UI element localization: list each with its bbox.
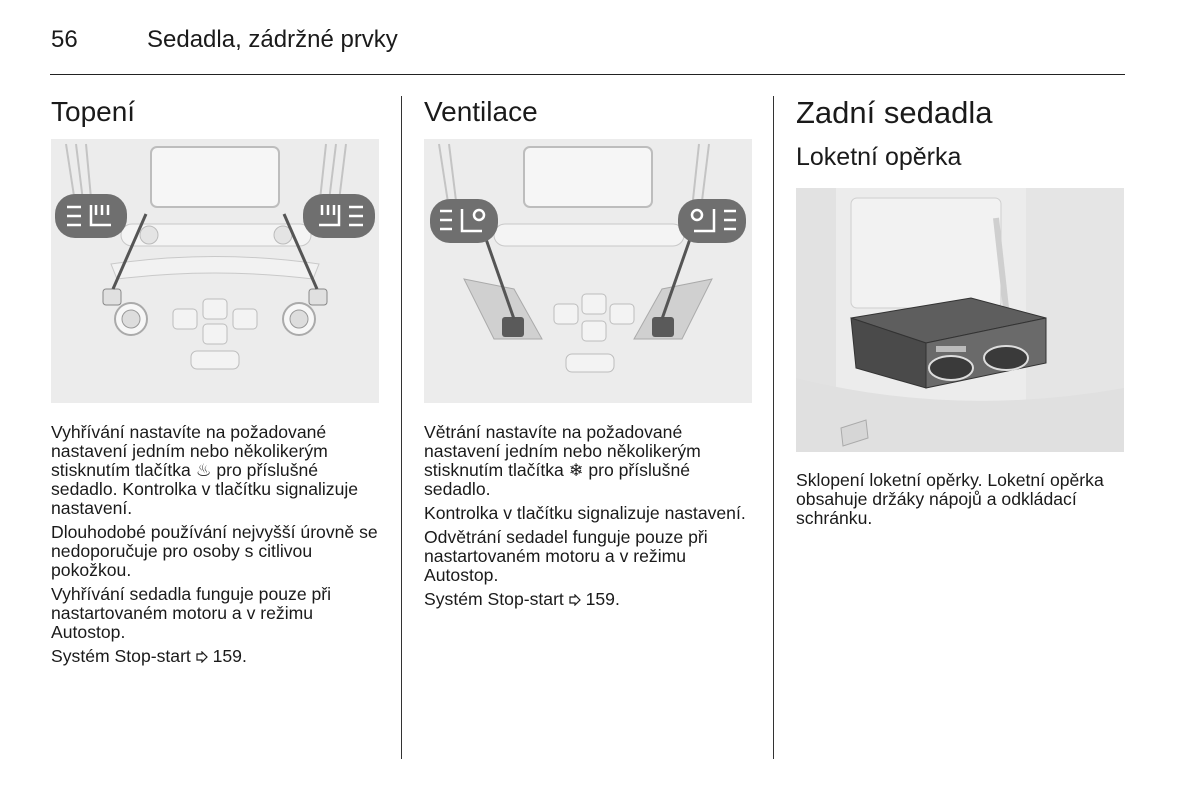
heating-paragraph-2: Dlouhodobé používání nejvyšší úrovně se nedoporučuje pro osoby s citlivou pokožkou. — [51, 522, 378, 580]
section-title: Sedadla, zádržné prvky — [147, 26, 398, 53]
armrest-paragraph-1: Sklopení loketní opěrky. Loketní opěrka obsahuje držáky nápojů a odkládací schránku. — [796, 470, 1104, 528]
heading-rear-seats: Zadní sedadla — [796, 95, 993, 130]
heating-crossref[interactable] — [51, 647, 381, 666]
heading-armrest: Loketní opěrka — [796, 143, 962, 171]
ref-arrow-icon — [196, 651, 208, 663]
heating-paragraph-1: Vyhřívání nastavíte na požadované nastavení jedním nebo několikerým stisknutím tlačítka ♨ pro příslušné sedadlo. Kontrolka v tlačítku signalizuje nastavení. — [51, 422, 359, 518]
heating-paragraph-3: Vyhřívání sedadla funguje pouze při nastartovaném motoru a v režimu Autostop. — [51, 584, 332, 642]
ventilation-paragraph-1: Větrání nastavíte na požadované nastavení jedním nebo několikerým stisknutím tlačítka ❄ pro příslušné sedadlo. — [424, 422, 701, 499]
column-heating-text — [51, 423, 381, 666]
ventilation-paragraph-2: Kontrolka v tlačítku signalizuje nastavení. — [424, 503, 746, 523]
column-armrest-text — [796, 471, 1116, 528]
column-ventilation-text — [424, 423, 754, 609]
header-rule — [50, 74, 1125, 75]
column-ventilation — [424, 96, 754, 128]
ref-arrow-icon — [569, 594, 581, 606]
crossref-text: Systém Stop-start — [424, 589, 564, 609]
rear-armrest-illustration — [796, 188, 1124, 452]
heading-heating: Topení — [51, 96, 136, 127]
ventilated-seat-dashboard-illustration — [424, 139, 752, 403]
page-number: 56 — [51, 26, 78, 53]
column-heating — [51, 96, 381, 128]
column-divider-2 — [773, 96, 774, 759]
heated-seat-dashboard-illustration — [51, 139, 379, 403]
ventilation-crossref[interactable] — [424, 590, 754, 609]
crossref-text: Systém Stop-start — [51, 646, 191, 666]
crossref-page: 159. — [212, 646, 247, 666]
heading-ventilation: Ventilace — [424, 96, 538, 127]
column-rear-seats — [796, 96, 1126, 172]
column-divider-1 — [401, 96, 402, 759]
ventilation-paragraph-3: Odvětrání sedadel funguje pouze při nastartovaném motoru a v režimu Autostop. — [424, 527, 708, 585]
crossref-page: 159. — [585, 589, 620, 609]
